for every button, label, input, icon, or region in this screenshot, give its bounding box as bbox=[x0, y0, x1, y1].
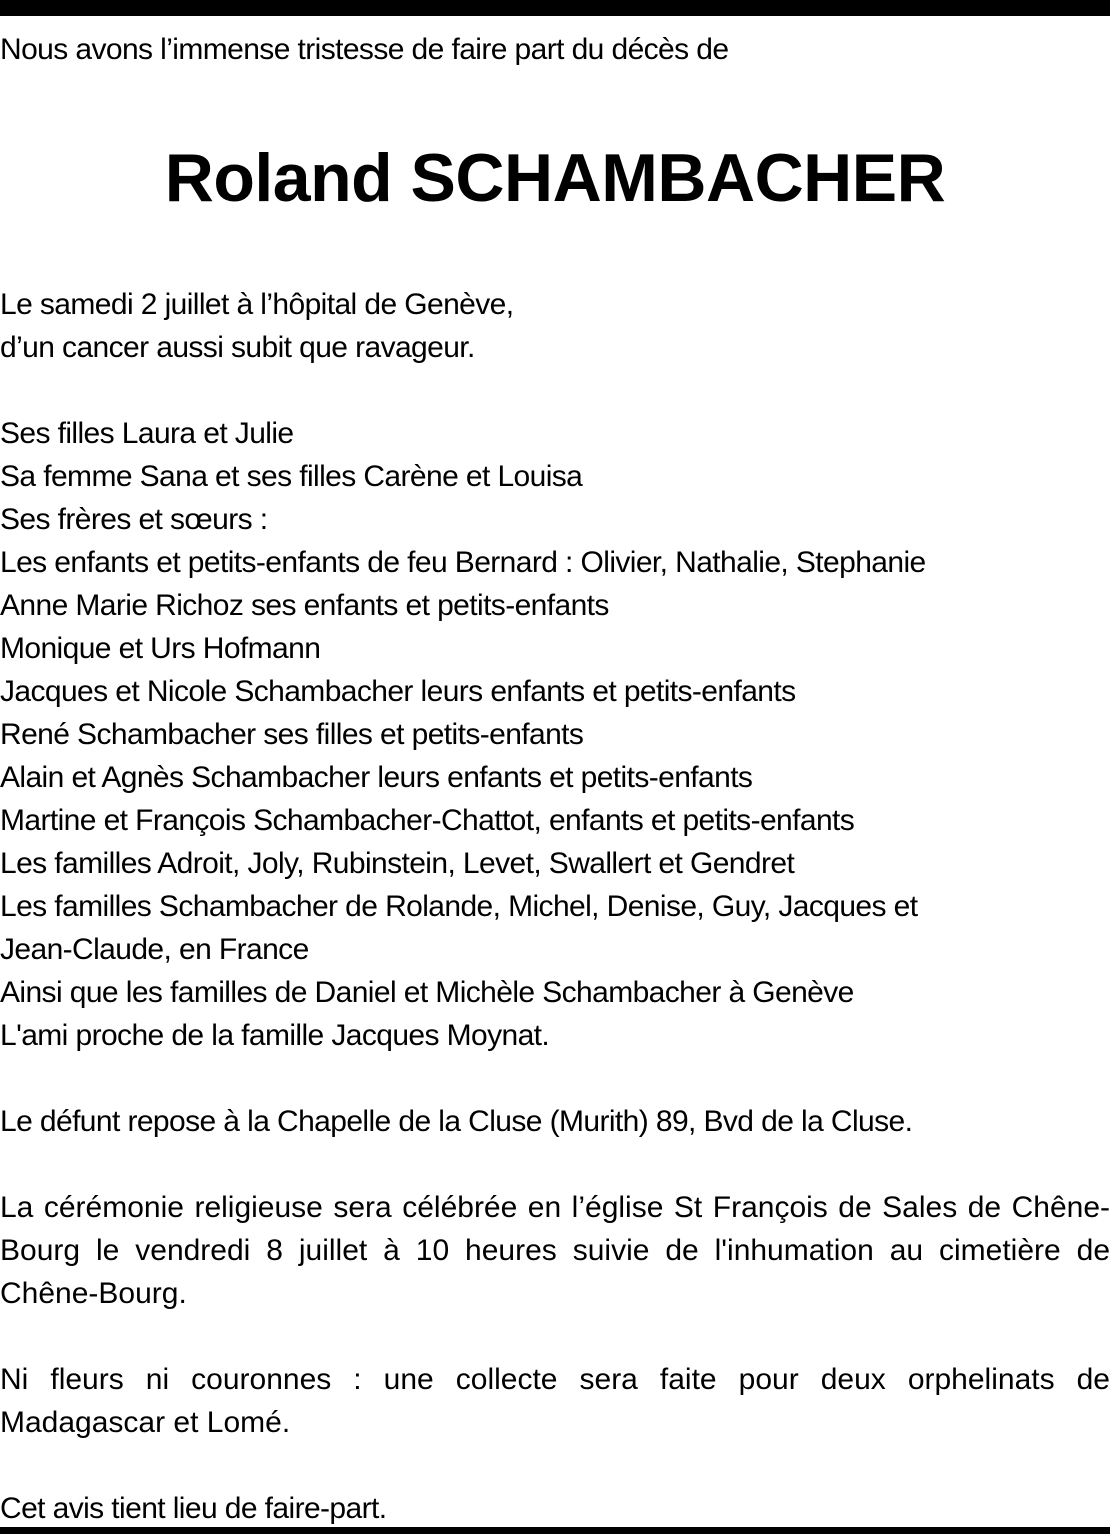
family-line: René Schambacher ses filles et petits-enfants bbox=[0, 718, 584, 751]
closing-text: Cet avis tient lieu de faire-part. bbox=[0, 1492, 387, 1525]
death-line: d’un cancer aussi subit que ravageur. bbox=[0, 331, 475, 364]
family-line: Les familles Adroit, Joly, Rubinstein, Levet, Swallert et Gendret bbox=[0, 847, 795, 880]
family-line: Jean-Claude, en France bbox=[0, 933, 309, 966]
family-line: Martine et François Schambacher-Chattot, enfants et petits-enfants bbox=[0, 804, 855, 837]
intro-text: Nous avons l’immense tristesse de faire part du décès de bbox=[0, 33, 729, 66]
obituary-notice bbox=[0, 28, 1110, 1530]
bottom-border-rule bbox=[0, 1527, 1110, 1534]
repose-location: Le défunt repose à la Chapelle de la Cluse (Murith) 89, Bvd de la Cluse. bbox=[0, 1105, 913, 1138]
family-line: Les enfants et petits-enfants de feu Bernard : Olivier, Nathalie, Stephanie bbox=[0, 546, 926, 579]
family-line: Les familles Schambacher de Rolande, Michel, Denise, Guy, Jacques et bbox=[0, 890, 918, 923]
family-line: Ses frères et sœurs : bbox=[0, 503, 268, 536]
top-border-rule bbox=[0, 0, 1110, 16]
family-line: Monique et Urs Hofmann bbox=[0, 632, 321, 665]
family-line: Jacques et Nicole Schambacher leurs enfants et petits-enfants bbox=[0, 675, 796, 708]
ceremony-details: La cérémonie religieuse sera célébrée en l’église St François de Sales de Chêne-Bourg le vendredi 8 juillet à 10 heures suivie de l'inhumation au cimetière de Chêne-Bourg. bbox=[0, 1191, 1110, 1310]
family-line: Anne Marie Richoz ses enfants et petits-enfants bbox=[0, 589, 609, 622]
family-line: Sa femme Sana et ses filles Carène et Louisa bbox=[0, 460, 583, 493]
deceased-name: Roland SCHAMBACHER bbox=[164, 140, 946, 216]
death-details bbox=[0, 283, 1110, 369]
family-line: L'ami proche de la famille Jacques Moynat. bbox=[0, 1019, 550, 1052]
flowers-notice: Ni fleurs ni couronnes : une collecte sera faite pour deux orphelinats de Madagascar et Lomé. bbox=[0, 1363, 1110, 1439]
family-list bbox=[0, 412, 1110, 1057]
death-line: Le samedi 2 juillet à l’hôpital de Genève, bbox=[0, 288, 514, 321]
family-line: Ainsi que les familles de Daniel et Michèle Schambacher à Genève bbox=[0, 976, 854, 1009]
family-line: Alain et Agnès Schambacher leurs enfants et petits-enfants bbox=[0, 761, 753, 794]
family-line: Ses filles Laura et Julie bbox=[0, 417, 294, 450]
